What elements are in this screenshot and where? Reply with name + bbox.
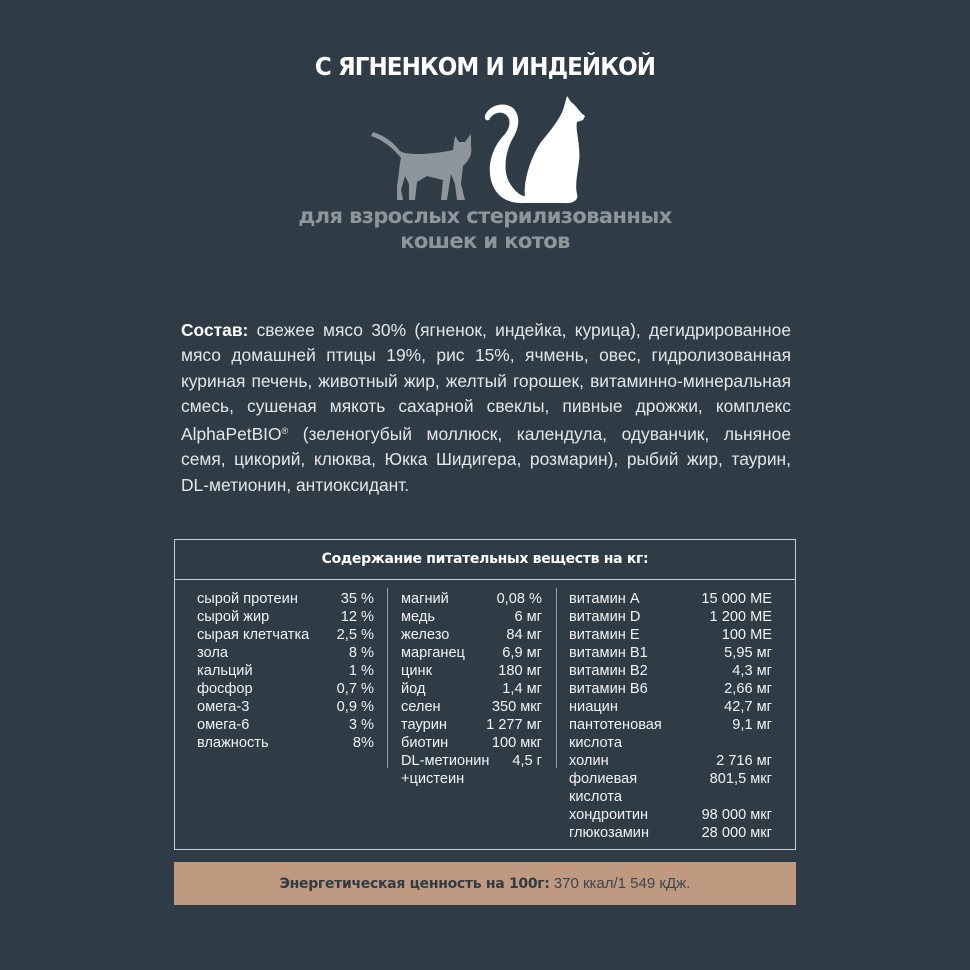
nutrient-value: 350 мкг <box>491 699 542 715</box>
nutrient-name: DL-метионин <box>401 753 490 769</box>
composition-part-1: свежее мясо 30% (ягненок, индейка, курица), дегидрированное мясо домашней птицы 19%, рис 15%, ячмень, овес, гидролизованная куриная печень, животный жир, желтый горошек, витаминно-минеральная смесь, сушеная мякоть сахарной свеклы, пивные дрожжи, комплекс <box>181 320 791 416</box>
nutrient-name: селен <box>401 699 441 715</box>
nutrient-row <box>569 662 772 680</box>
nutrient-name: железо <box>401 627 450 643</box>
nutrient-value: 1,4 мг <box>502 681 542 697</box>
nutrient-value: 9,1 мг <box>732 717 772 733</box>
energy-value-bar <box>174 862 796 905</box>
nutrient-value: 4,3 мг <box>732 663 772 679</box>
nutrient-row <box>197 644 374 662</box>
column-divider <box>556 588 557 768</box>
nutrient-name: витамин A <box>569 591 640 607</box>
nutrient-row <box>569 644 772 662</box>
nutrient-name: марганец <box>401 645 465 661</box>
nutrient-row <box>401 734 542 752</box>
nutrient-value: 98 000 мкг <box>701 807 772 823</box>
nutrient-name: омега-6 <box>197 717 250 733</box>
nutrient-value: 84 мг <box>506 627 542 643</box>
nutrient-row <box>401 608 542 626</box>
nutrient-row <box>569 698 772 716</box>
nutrient-name: витамин D <box>569 609 641 625</box>
nutrient-row <box>569 680 772 698</box>
kitten-silhouette-icon <box>371 132 471 200</box>
nutrient-value: 8 % <box>348 645 374 661</box>
nutrient-name: кальций <box>197 663 253 679</box>
nutrient-name: кислота <box>569 789 622 805</box>
nutrient-row <box>197 680 374 698</box>
nutrient-value: 3 % <box>348 717 374 733</box>
nutrient-name: омега-3 <box>197 699 250 715</box>
nutrient-name: витамин E <box>569 627 640 643</box>
nutrient-row <box>197 662 374 680</box>
nutrient-name: сырой протеин <box>197 591 298 607</box>
nutrient-name: фосфор <box>197 681 253 697</box>
composition-part-2: (зеленогубый моллюск, календула, одуванчик, льняное семя, цикорий, клюква, Юкка Шидигера, розмарин), рыбий жир, таурин, DL-метионин, антиоксидант. <box>181 424 791 495</box>
nutrient-name: кислота <box>569 735 622 751</box>
nutrient-value: 100 мкг <box>491 735 542 751</box>
sitting-cat-silhouette-icon <box>485 96 585 203</box>
nutrient-row <box>401 752 542 770</box>
nutrient-row <box>197 590 374 608</box>
nutrient-row <box>197 716 374 734</box>
nutrient-row <box>401 644 542 662</box>
nutrient-row <box>197 608 374 626</box>
nutrient-name: сырой жир <box>197 609 270 625</box>
energy-value: 370 ккал/1 549 кДж. <box>549 875 691 892</box>
nutrient-name: зола <box>197 645 228 661</box>
product-title: С ЯГНЕНКОМ И ИНДЕЙКОЙ <box>314 52 656 81</box>
nutrient-value: 2,5 % <box>336 627 374 643</box>
nutrient-name: глюкозамин <box>569 825 650 841</box>
brand-name: AlphaPetBIO <box>181 424 282 445</box>
nutrient-name: влажность <box>197 735 269 751</box>
nutrient-value: 15 000 МЕ <box>701 591 772 607</box>
nutrient-name: витамин B2 <box>569 663 648 679</box>
nutrient-row <box>401 662 542 680</box>
composition-text <box>181 318 791 498</box>
nutrients-column-2 <box>401 590 542 788</box>
nutrient-value: 12 % <box>340 609 374 625</box>
nutrient-row <box>569 590 772 608</box>
nutrient-row <box>197 698 374 716</box>
nutrient-value: 0,7 % <box>336 681 374 697</box>
nutrient-value: 28 000 мкг <box>701 825 772 841</box>
nutrient-value: 1 % <box>348 663 374 679</box>
nutrient-name: пантотеновая <box>569 717 662 733</box>
nutrient-name: ниацин <box>569 699 618 715</box>
nutrient-row <box>569 716 772 734</box>
nutrient-name: витамин B1 <box>569 645 648 661</box>
nutrient-name: сырая клетчатка <box>197 627 310 643</box>
nutrient-name: витамин B6 <box>569 681 648 697</box>
subtitle-line-2: кошек и котов <box>400 229 570 253</box>
nutrient-value: 5,95 мг <box>724 645 772 661</box>
nutrient-row <box>197 734 374 752</box>
nutrient-value: 1 277 мг <box>486 717 542 733</box>
nutrients-column-1 <box>197 590 374 752</box>
nutrient-value: 8% <box>352 735 374 751</box>
nutrient-row <box>569 788 772 806</box>
column-divider <box>387 588 388 768</box>
nutrient-row <box>569 824 772 842</box>
nutrient-value: 4,5 г <box>512 753 542 769</box>
nutrient-value: 6,9 мг <box>502 645 542 661</box>
nutrient-name: таурин <box>401 717 447 733</box>
nutrients-table <box>174 539 796 850</box>
product-subtitle <box>0 204 970 254</box>
nutrient-row <box>401 770 542 788</box>
nutrient-name: фолиевая <box>569 771 638 787</box>
nutrient-value: 180 мг <box>498 663 542 679</box>
nutrient-value: 0,08 % <box>496 591 542 607</box>
composition-label: Состав: <box>181 320 249 340</box>
nutrient-row <box>197 626 374 644</box>
nutrient-name: магний <box>401 591 449 607</box>
nutrient-value: 35 % <box>340 591 374 607</box>
nutrient-value: 2 716 мг <box>716 753 772 769</box>
nutrient-row <box>569 752 772 770</box>
nutrients-table-title: Содержание питательных веществ на кг: <box>175 540 795 580</box>
registered-mark: ® <box>281 426 289 437</box>
nutrient-row <box>569 734 772 752</box>
nutrient-name: цинк <box>401 663 432 679</box>
subtitle-line-1: для взрослых стерилизованных <box>298 204 672 228</box>
nutrient-name: хондроитин <box>569 807 649 823</box>
nutrient-row <box>401 716 542 734</box>
nutrient-row <box>569 770 772 788</box>
nutrient-row <box>401 626 542 644</box>
nutrient-value: 0,9 % <box>336 699 374 715</box>
nutrient-value: 100 МЕ <box>721 627 772 643</box>
nutrient-name: холин <box>569 753 609 769</box>
energy-label: Энергетическая ценность на 100г: <box>279 876 550 892</box>
nutrient-row <box>401 680 542 698</box>
nutrient-row <box>569 806 772 824</box>
nutrient-value: 801,5 мкг <box>709 771 772 787</box>
nutrient-name: медь <box>401 609 435 625</box>
nutrient-value: 6 мг <box>514 609 542 625</box>
nutrient-value: 2,66 мг <box>724 681 772 697</box>
nutrients-column-3 <box>569 590 772 842</box>
nutrient-name: йод <box>401 681 426 697</box>
nutrient-row <box>401 698 542 716</box>
nutrient-row <box>401 590 542 608</box>
nutrient-value: 42,7 мг <box>724 699 772 715</box>
nutrient-value: 1 200 МЕ <box>709 609 772 625</box>
nutrient-row <box>569 608 772 626</box>
nutrient-row <box>569 626 772 644</box>
nutrient-name: +цистеин <box>401 771 465 787</box>
cats-illustration <box>365 96 595 206</box>
nutrient-name: биотин <box>401 735 449 751</box>
